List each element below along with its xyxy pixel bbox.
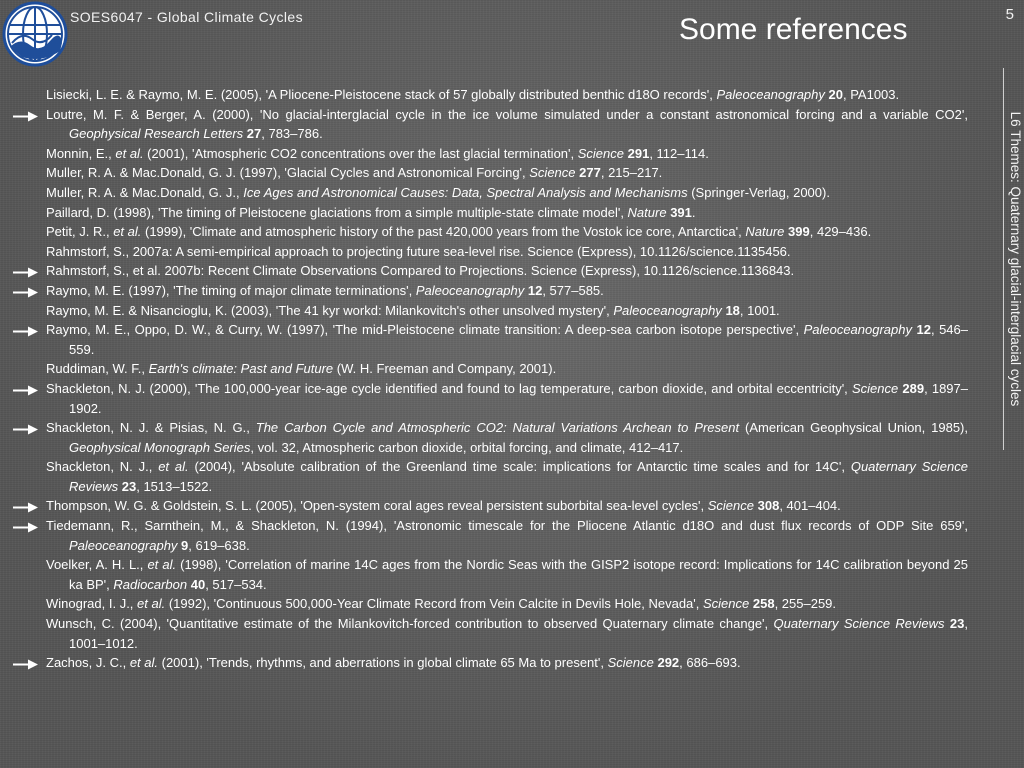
reference-item	[46, 653, 968, 673]
reference-italic-text: Nature	[627, 204, 667, 220]
reference-text: , 577–585.	[542, 282, 604, 298]
reference-italic-text: et al.	[147, 557, 177, 573]
arrow-right-icon	[12, 659, 38, 670]
reference-italic-text: et al.	[158, 459, 189, 475]
reference-italic-text: Science	[851, 380, 899, 396]
reference-text: Winograd, I. J.,	[46, 596, 138, 612]
reference-text: Thompson, W. G. & Goldstein, S. L. (2005), 'Open-system coral ages reveal persistent suborbital sea-level cycles',	[46, 498, 708, 514]
reference-text: (1998), 'Correlation of marine 14C ages from the Nordic Seas with the GISP2 isotope record: Implications for 14C calibration beyond 25 ka BP',	[69, 557, 968, 592]
reference-item	[46, 516, 968, 555]
reference-italic-text: Paleoceanography	[415, 282, 525, 298]
reference-item	[46, 614, 968, 653]
reference-text: Rahmstorf, S., et al. 2007b: Recent Climate Observations Compared to Projections. Science (Express), 10.1126/science.1136843.	[46, 263, 795, 279]
arrow-right-icon	[12, 424, 38, 435]
reference-italic-text: Paleoceanography	[613, 302, 722, 318]
reference-italic-text: Quaternary Science Reviews	[773, 616, 945, 632]
reference-italic-text: The Carbon Cycle and Atmospheric CO2: Natural Variations Archean to Present	[255, 420, 740, 436]
arrow-right-icon	[12, 502, 38, 513]
reference-text: Zachos, J. C.,	[46, 655, 130, 671]
reference-text: , 619–638.	[188, 537, 250, 553]
reference-volume: 40	[190, 576, 206, 592]
reference-item	[46, 183, 968, 203]
reference-text: (1992), 'Continuous 500,000-Year Climate Record from Vein Calcite in Devils Hole, Nevada',	[165, 596, 703, 612]
reference-text: Loutre, M. F. & Berger, A. (2000), 'No glacial-interglacial cycle in the ice volume simulated under a constant astronomical forcing and a variable CO2',	[46, 106, 968, 122]
reference-volume: 18	[725, 302, 740, 318]
reference-italic-text: Science	[607, 655, 654, 671]
reference-item	[46, 203, 968, 223]
reference-text: (American Geophysical Union, 1985),	[739, 420, 968, 436]
reference-text: Shackleton, N. J.,	[46, 459, 159, 475]
reference-text: , PA1003.	[842, 87, 900, 102]
reference-text: Monnin, E.,	[46, 145, 116, 161]
reference-item	[46, 85, 968, 105]
reference-italic-text: Paleoceanography	[716, 87, 825, 102]
reference-italic-text: Nature	[745, 224, 785, 240]
reference-italic-text: Earth's climate: Past and Future	[148, 361, 334, 377]
reference-list	[46, 85, 968, 673]
reference-italic-text: Science	[703, 596, 750, 612]
reference-item	[46, 261, 968, 281]
reference-text: Tiedemann, R., Sarnthein, M., & Shackleton, N. (1994), 'Astronomic timescale for the Pliocene Atlantic d18O and dust flux records of ODP Site 659',	[46, 518, 968, 534]
reference-italic-text: Science	[577, 145, 624, 161]
reference-text: (2001), 'Trends, rhythms, and aberrations in global climate 65 Ma to present',	[158, 655, 608, 671]
reference-italic-text: Geophysical Research Letters	[69, 126, 244, 142]
reference-text: Raymo, M. E. & Nisancioglu, K. (2003), 'The 41 kyr workd: Milankovitch's other unsolved mystery',	[46, 302, 614, 318]
side-label	[1003, 68, 1024, 450]
reference-italic-text: et al.	[115, 145, 144, 161]
reference-italic-text: Science	[529, 165, 576, 181]
reference-item	[46, 301, 968, 321]
course-title: SOES6047 - Global Climate Cycles	[70, 9, 303, 25]
arrow-right-icon	[12, 326, 38, 337]
reference-volume: 12	[527, 282, 543, 298]
arrow-right-icon	[12, 385, 38, 396]
globe-logo-icon	[2, 1, 68, 67]
reference-text: Wunsch, C. (2004), 'Quantitative estimate of the Milankovitch-forced contribution to observed Quaternary climate change',	[46, 616, 774, 632]
reference-item	[46, 555, 968, 594]
reference-text: (2004), 'Absolute calibration of the Greenland time scale: implications for Antarctic time scales and for 14C',	[188, 459, 851, 475]
reference-italic-text: Radiocarbon	[113, 576, 188, 592]
reference-text: , 1513–1522.	[136, 478, 213, 494]
reference-volume: 292	[657, 655, 680, 671]
reference-italic-text: et al.	[129, 655, 158, 671]
reference-item	[46, 105, 968, 144]
reference-item	[46, 144, 968, 164]
reference-italic-text: et al.	[113, 224, 142, 240]
reference-text: (W. H. Freeman and Company, 2001).	[333, 361, 557, 377]
reference-italic-text: Science	[707, 498, 754, 514]
arrow-right-icon	[12, 111, 38, 122]
reference-text: Petit, J. R.,	[46, 224, 114, 240]
arrow-right-icon	[12, 287, 38, 298]
reference-text: , 546–559.	[69, 322, 968, 357]
reference-item	[46, 222, 968, 242]
reference-item	[46, 242, 968, 262]
reference-italic-text: Paleoceanography	[69, 537, 178, 553]
reference-text: Muller, R. A. & Mac.Donald, G. J. (1997), 'Glacial Cycles and Astronomical Forcing',	[46, 165, 530, 181]
arrow-right-icon	[12, 267, 38, 278]
reference-text: Paillard, D. (1998), 'The timing of Pleistocene glaciations from a simple multiple-state climate model',	[46, 204, 628, 220]
reference-item	[46, 379, 968, 418]
reference-text: (2001), 'Atmospheric CO2 concentrations over the last glacial termination',	[143, 145, 578, 161]
reference-volume: 308	[757, 498, 780, 514]
reference-volume: 9	[181, 537, 189, 553]
reference-volume: 12	[916, 322, 931, 338]
reference-text: , 1001–1012.	[69, 616, 968, 651]
reference-item	[46, 418, 968, 457]
reference-item	[46, 496, 968, 516]
reference-text: Voelker, A. H. L.,	[46, 557, 148, 573]
reference-text: , 686–693.	[679, 655, 741, 671]
reference-volume: 23	[949, 616, 965, 632]
reference-volume: 27	[246, 126, 262, 142]
reference-volume: 291	[627, 145, 650, 161]
reference-text: , vol. 32, Atmospheric carbon dioxide, orbital forcing, and climate, 412–417.	[250, 439, 684, 455]
reference-text: , 112–114.	[649, 145, 709, 161]
reference-text: , 1001.	[739, 302, 780, 318]
reference-volume: 289	[902, 380, 925, 396]
reference-volume: 20	[828, 87, 843, 102]
reference-text: , 517–534.	[205, 576, 267, 592]
reference-item	[46, 359, 968, 379]
reference-text: Rahmstorf, S., 2007a: A semi-empirical approach to projecting future sea-level rise. Science (Express), 10.1126/science.1135456.	[46, 243, 791, 259]
reference-text: (Springer-Verlag, 2000).	[687, 184, 830, 200]
reference-item	[46, 320, 968, 359]
reference-italic-text: Geophysical Monograph Series	[69, 439, 251, 455]
reference-text: Raymo, M. E., Oppo, D. W., & Curry, W. (1997), 'The mid-Pleistocene climate transition: A deep-sea carbon isotope perspective',	[46, 322, 804, 338]
reference-italic-text: Paleoceanography	[803, 322, 912, 338]
reference-italic-text: et al.	[137, 596, 166, 612]
reference-volume: 391	[670, 204, 692, 220]
reference-text: Shackleton, N. J. & Pisias, N. G.,	[46, 420, 256, 436]
reference-text: , 401–404.	[779, 498, 841, 514]
reference-text: Ruddiman, W. F.,	[46, 361, 149, 377]
reference-item	[46, 281, 968, 301]
slide-title: Some references	[679, 13, 908, 46]
reference-volume: 23	[121, 478, 137, 494]
arrow-right-icon	[12, 522, 38, 533]
reference-text: Shackleton, N. J. (2000), 'The 100,000-year ice-age cycle identified and found to lag temperature, carbon dioxide, and orbital eccentricity',	[46, 380, 852, 396]
reference-volume: 258	[752, 596, 775, 612]
reference-text: , 215–217.	[600, 165, 663, 181]
reference-text: (1999), 'Climate and atmospheric history of the past 420,000 years from the Vostok ice core, Antarctica',	[141, 224, 746, 240]
reference-volume: 399	[788, 224, 810, 240]
reference-text: , 255–259.	[774, 596, 837, 612]
reference-text: .	[691, 204, 696, 220]
reference-text: Muller, R. A. & Mac.Donald, G. J.,	[46, 184, 244, 200]
reference-italic-text: Quaternary Science Reviews	[69, 459, 968, 494]
reference-item	[46, 163, 968, 183]
reference-item	[46, 594, 968, 614]
reference-text: , 783–786.	[261, 126, 323, 142]
reference-item	[46, 457, 968, 496]
reference-text: , 1897–1902.	[69, 380, 969, 416]
side-label-text: L6 Themes: Quaternary glacial-interglacial cycles	[1008, 111, 1023, 407]
page-number: 5	[1005, 6, 1014, 23]
reference-text: Raymo, M. E. (1997), 'The timing of major climate terminations',	[46, 282, 416, 298]
reference-text: Lisiecki, L. E. & Raymo, M. E. (2005), 'A Pliocene-Pleistocene stack of 57 globally distributed benthic d18O records',	[46, 87, 717, 102]
reference-volume: 277	[579, 165, 601, 181]
reference-italic-text: Ice Ages and Astronomical Causes: Data, Spectral Analysis and Mechanisms	[243, 184, 688, 200]
reference-text: , 429–436.	[809, 224, 872, 240]
